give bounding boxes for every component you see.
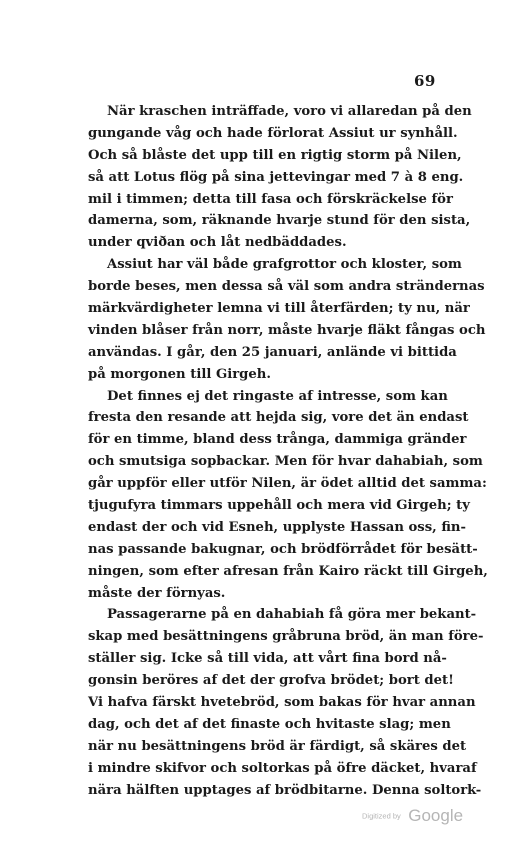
text-line: när nu besättningens bröd är färdigt, så skäres det [88, 738, 467, 754]
text-line: ningen, som efter afresan från Kairo räckt till Girgeh, [88, 563, 488, 579]
digitized-by-google-watermark [362, 806, 463, 826]
text-line: Passagerarne på en dahabiah få göra mer bekant- [107, 607, 477, 623]
text-line: i mindre skifvor och soltorkas på öfre däcket, hvaraf [88, 760, 477, 776]
text-line: märkvärdigheter lemna vi till återfärden; ty nu, när [88, 301, 470, 317]
text-line: under qviðan och låt nedbäddades. [88, 235, 347, 251]
page-number: 69 [414, 72, 436, 90]
text-line: för en timme, bland dess trånga, dammiga gränder [88, 432, 467, 448]
text-line: Assiut har väl både grafgrottor och kloster, som [107, 257, 462, 273]
watermark-digitized-by: Digitized by [362, 811, 401, 821]
text-line: går uppför eller utför Nilen, är ödet alltid det samma: [88, 476, 487, 492]
text-line: gungande våg och hade förlorat Assiut ur synhåll. [88, 125, 458, 141]
text-line: När kraschen inträffade, voro vi allaredan på den [107, 104, 472, 119]
text-line: dag, och det af det finaste och hvitaste slag; men [88, 716, 451, 732]
text-line: tjugufyra timmars uppehåll och mera vid Girgeh; ty [88, 498, 470, 514]
text-line: damerna, som, räknande hvarje stund för den sista, [88, 213, 471, 229]
text-line: nära hälften upptages af brödbitarne. Denna soltork- [88, 782, 482, 798]
body-text [88, 101, 488, 802]
text-line: användas. I går, den 25 januari, anlände vi bittida [88, 344, 457, 360]
text-line: Vi hafva färskt hvetebröd, som bakas för hvar annan [88, 695, 476, 711]
text-line: ställer sig. Icke så till vida, att vårt fina bord nå- [88, 651, 447, 667]
text-line: borde beses, men dessa så väl som andra strändernas [88, 279, 485, 295]
text-line: så att Lotus flög på sina jettevingar med 7 à 8 eng. [88, 169, 464, 185]
text-line: Och så blåste det upp till en rigtig storm på Nilen, [88, 147, 462, 163]
text-line: måste der förnyas. [88, 585, 226, 601]
text-line: fresta den resande att hejda sig, vore det än endast [88, 410, 469, 426]
google-logo: Google [408, 806, 464, 825]
text-line: skap med besättningens gråbruna bröd, än man före- [88, 629, 484, 645]
text-line: på morgonen till Girgeh. [88, 366, 271, 382]
text-line: nas passande bakugnar, och brödförrådet för besätt- [88, 541, 478, 557]
text-line: gonsin beröres af det der grofva brödet; bort det! [88, 673, 454, 689]
text-line: och smutsiga sopbackar. Men för hvar dahabiah, som [88, 454, 483, 470]
text-line: endast der och vid Esneh, upplyste Hassan oss, fin- [88, 519, 466, 535]
text-line: vinden blåser från norr, måste hvarje fläkt fångas och [88, 322, 486, 338]
text-line: mil i timmen; detta till fasa och förskräckelse för [88, 191, 453, 207]
text-line: Det finnes ej det ringaste af intresse, som kan [107, 388, 448, 404]
